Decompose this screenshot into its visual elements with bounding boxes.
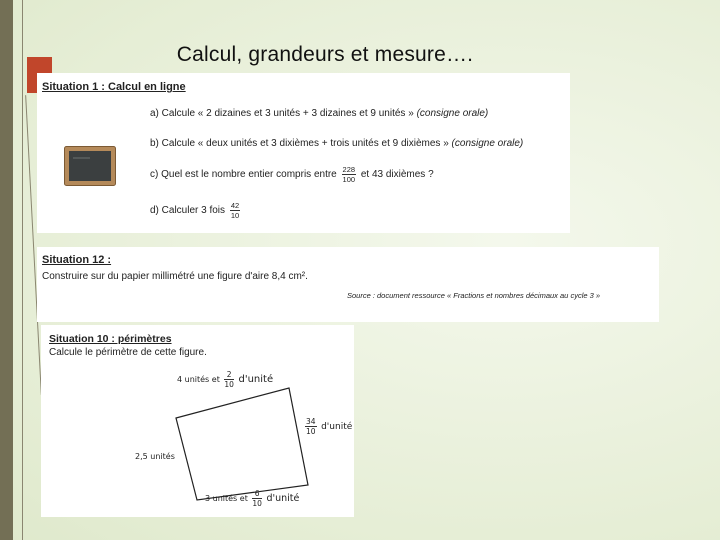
fraction-numerator: 2	[224, 370, 234, 380]
top-label-after: d'unité	[238, 374, 274, 385]
left-sidebar-bar	[0, 0, 13, 540]
question-d	[150, 201, 242, 220]
situation-12-heading: Situation 12 :	[42, 254, 112, 266]
decorative-line	[22, 0, 23, 540]
question-b-note: (consigne orale)	[451, 138, 524, 149]
right-side-label	[303, 417, 352, 436]
top-label-before: 4 unités et	[177, 375, 220, 384]
quadrilateral-shape	[176, 388, 308, 500]
fraction-denominator: 10	[224, 380, 234, 389]
situation-1-card	[37, 73, 570, 233]
question-c-after: et 43 dixièmes ?	[360, 169, 434, 181]
situation-12-text: Construire sur du papier millimétré une figure d'aire 8,4 cm².	[42, 271, 308, 282]
situation-10-card	[41, 325, 354, 517]
question-d-before: d) Calculer 3 fois	[150, 205, 226, 217]
fraction-denominator: 10	[306, 427, 316, 436]
question-c-before: c) Quel est le nombre entier compris entre	[150, 169, 337, 181]
bottom-label-before: 3 unités et	[205, 494, 248, 503]
question-b	[150, 138, 523, 149]
fraction-numerator: 228	[342, 165, 356, 174]
fraction	[224, 370, 234, 389]
situation-10-instruction: Calcule le périmètre de cette figure.	[49, 347, 207, 358]
question-a-note: (consigne orale)	[416, 108, 489, 119]
fraction	[252, 489, 262, 508]
question-a-text: a) Calcule « 2 dizaines et 3 unités + 3 dizaines et 9 unités »	[150, 108, 414, 119]
fraction-denominator: 10	[252, 499, 262, 508]
bottom-side-label	[205, 489, 299, 508]
top-side-label	[177, 370, 273, 389]
question-a	[150, 108, 488, 119]
fraction-numerator: 42	[230, 201, 240, 210]
left-side-label: 2,5 unités	[135, 452, 175, 461]
situation-10-heading: Situation 10 : périmètres	[49, 333, 172, 345]
question-c	[150, 165, 434, 184]
chalkboard-icon	[64, 146, 116, 186]
fraction	[305, 417, 317, 436]
situation-12-source: Source : document ressource « Fractions et nombres décimaux au cycle 3 »	[347, 291, 601, 300]
fraction-numerator: 34	[306, 417, 316, 426]
question-b-text: b) Calcule « deux unités et 3 dixièmes + trois unités et 9 dixièmes »	[150, 138, 449, 149]
fraction-denominator: 100	[342, 175, 356, 184]
fraction	[230, 201, 240, 220]
situation-12-card	[37, 247, 659, 322]
right-label-after: d'unité	[321, 422, 353, 432]
fraction-numerator: 6	[252, 489, 262, 499]
slide-title: Calcul, grandeurs et mesure….	[176, 43, 474, 66]
situation-1-heading: Situation 1 : Calcul en ligne	[42, 81, 186, 93]
bottom-label-after: d'unité	[266, 493, 300, 504]
fraction	[342, 165, 357, 184]
fraction-denominator: 10	[230, 211, 240, 220]
